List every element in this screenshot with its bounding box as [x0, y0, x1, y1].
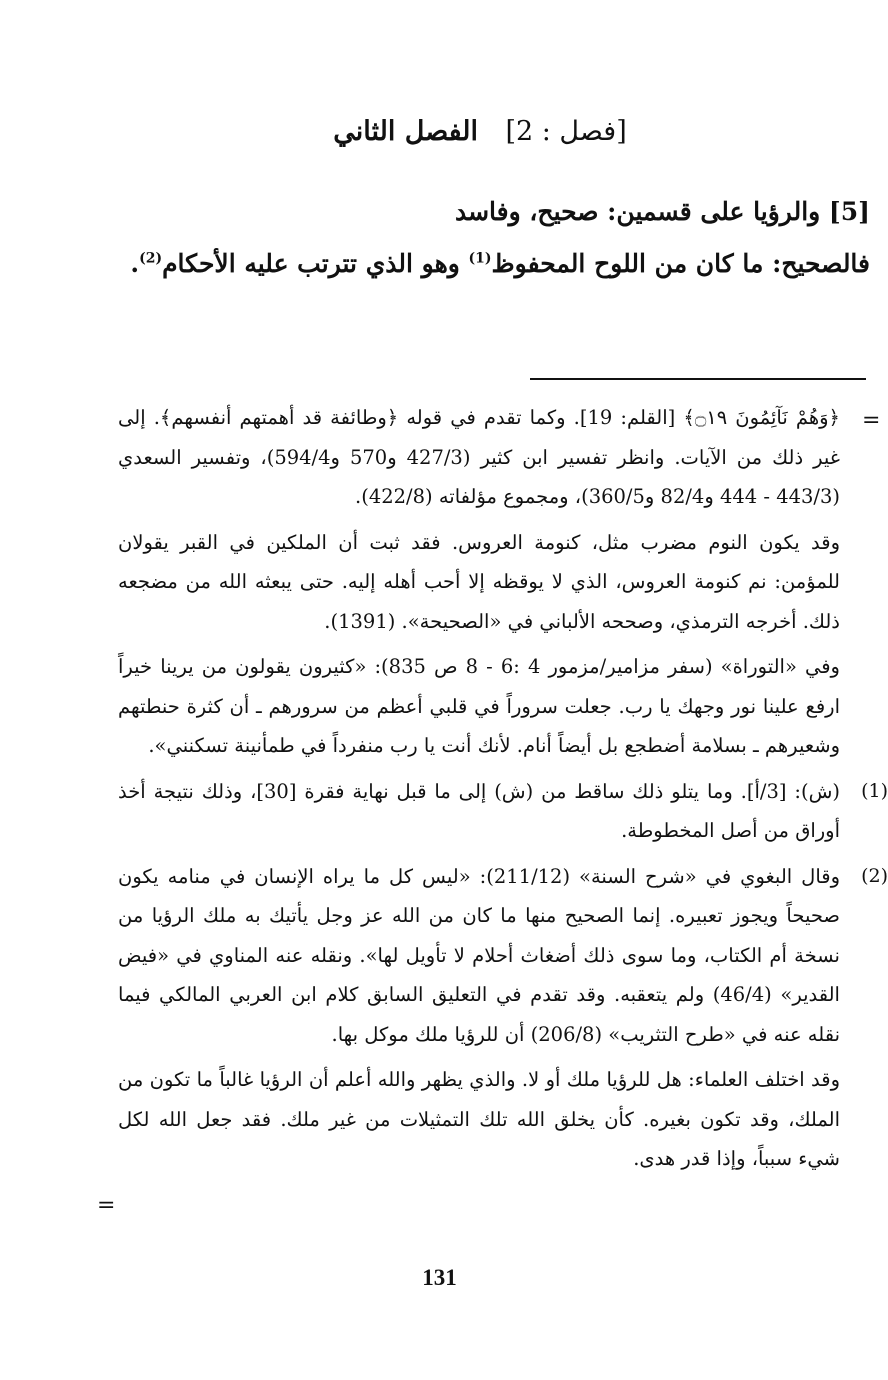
footnote-ref-2: (2)	[139, 250, 163, 267]
chapter-title: الفصل الثاني	[333, 116, 479, 147]
footnote-2-text: وقال البغوي في «شرح السنة» (211/12): «ليس كل ما يراه الإنسان في منامه يكون صحيحاً ويجوز تعبيره. إنما الصحيح منها ما كان من الله عز وجل يأتيك به ملك الرؤيا من نسخة أم الكتاب، وما سوى ذلك أضغاث أحلام لا تأويل لها». ونقله عنه المناوي في «فيض القدير» (46/4) ولم يتعقبه. وقد تقدم في التعليق السابق كلام ابن العربي المالكي فيما نقله عنه في «طرح التثريب» (206/8) أن للرؤيا ملك موكل بها.	[118, 864, 840, 1046]
page-number: 131	[422, 1265, 457, 1290]
main-text	[118, 186, 870, 290]
main-paragraph-2-middle: وهو الذي تترتب عليه الأحكام	[162, 249, 469, 278]
footnote-1-number: (1)	[861, 779, 888, 802]
footnote-1-text: (ش): [3/أ]. وما يتلو ذلك ساقط من (ش) إلى ما قبل نهاية فقرة [30]، وذلك نتيجة أخذ أوراق من أصل المخطوطة.	[118, 779, 840, 842]
footnote-continuation-marker: =	[862, 408, 881, 433]
chapter-tag: [فصل : 2]	[505, 116, 627, 147]
footnote-2	[118, 857, 888, 1055]
footnote-ref-1: (1)	[468, 250, 492, 267]
footnote-1	[118, 772, 888, 851]
footnote-continued-3: وفي «التوراة» (سفر مزامير/مزمور 4 :6 - 8 ص 835): «كثيرون يقولون من يرينا خيراً ارفع علينا نور وجهك يا رب. جعلت سروراً في قلبي أعظم من سرورهم ـ أن كثرة حنطتهم وشعيرهم ـ بسلامة أضطجع بل أيضاً أنام. لأنك أنت يا رب منفرداً في طمأنينة تسكنني».	[118, 655, 840, 757]
footnote-separator	[530, 378, 866, 380]
main-paragraph-2	[118, 238, 870, 290]
footnote-continued-2: وقد يكون النوم مضرب مثل، كنومة العروس. فقد ثبت أن الملكين في القبر يقولان للمؤمن: نم كنومة العروس، الذي لا يوقظه إلا أحب أهله إليه. حتى يبعثه الله من مضجعه ذلك. أخرجه الترمذي، وصححه الألباني في «الصحيحة». (1391).	[118, 530, 840, 633]
main-paragraph-2-end: .	[130, 249, 140, 278]
footnote-2-number: (2)	[861, 864, 888, 887]
main-paragraph-1: [5] والرؤيا على قسمين: صحيح، وفاسد	[454, 197, 870, 226]
main-paragraph-2-start: فالصحيح: ما كان من اللوح المحفوظ	[491, 249, 870, 278]
footnotes	[118, 398, 888, 1185]
footnote-2-continuation: وقد اختلف العلماء: هل للرؤيا ملك أو لا. والذي يظهر والله أعلم أن الرؤيا غالباً ما تكون من الملك، وقد تكون بغيره. كأن يخلق الله تلك التمثيلات من غير ملك. فقد جعل الله لكل شيء سبباً، وإذا قدر هدى.	[118, 1068, 840, 1170]
footnote-continued-1: ﴿وَهُمْ نَآئِمُونَ ۝١٩﴾ [القلم: 19]. وكما تقدم في قوله ﴿وطائفة قد أهمتهم أنفسهم﴾. إلى غير ذلك من الآيات. وانظر تفسير ابن كثير (427/3 و570 و594/4)، وتفسير السعدي (443/3 - 444 و82/4 و360/5)، ومجموع مؤلفاته (422/8).	[118, 406, 840, 508]
chapter-heading	[280, 116, 680, 147]
footnote-end-marker: =	[97, 1193, 116, 1218]
